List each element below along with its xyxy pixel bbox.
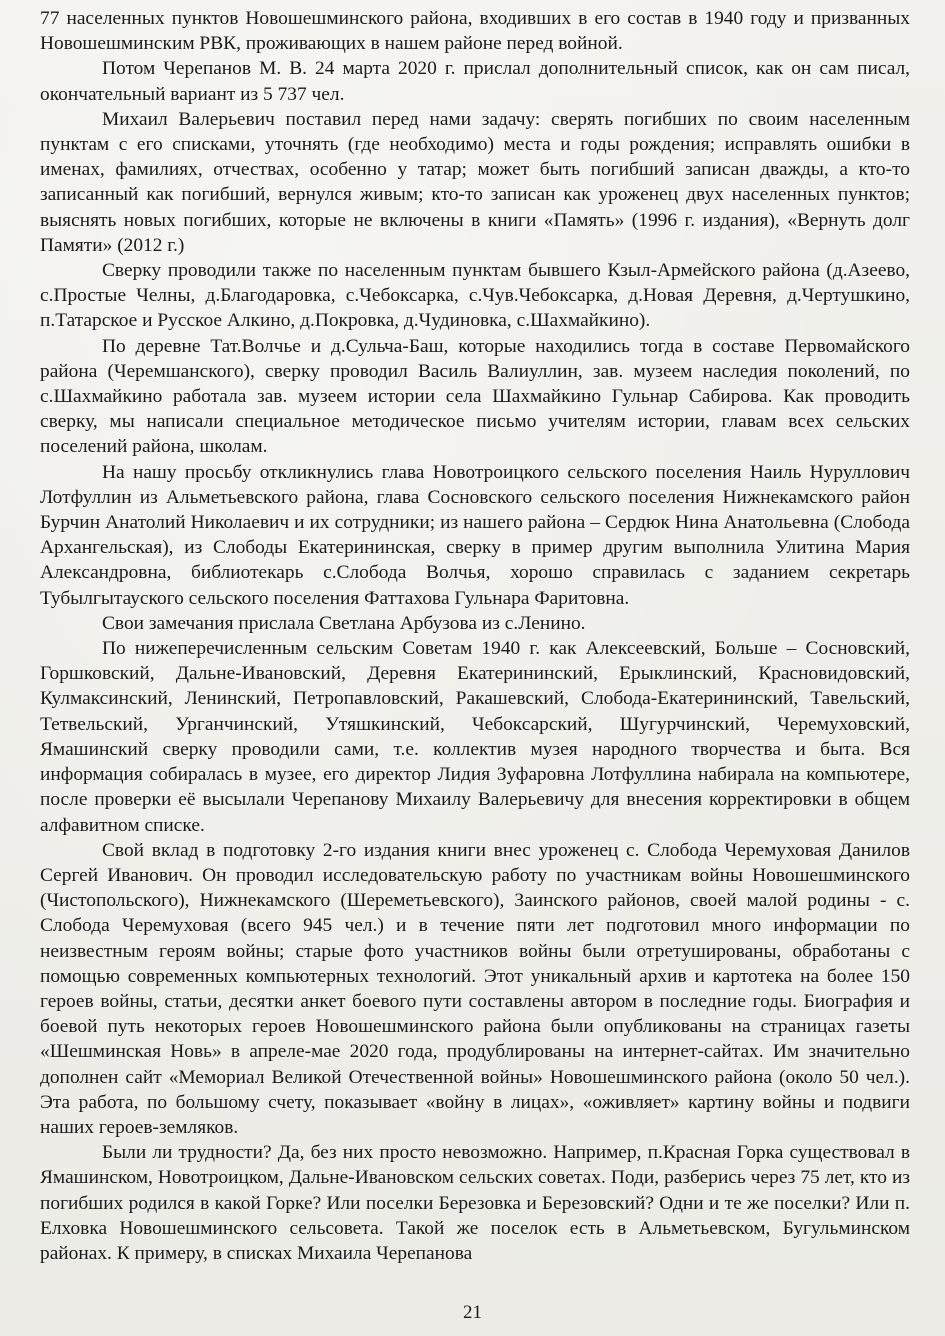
paragraph-10: Были ли трудности? Да, без них просто невозможно. Например, п.Красная Горка существовал в Ямашинском, Новотроицком, Дальне-Ивановском сельских советах. Поди, разберись через 75 лет, кто из погибших родился в какой Горке? Или поселки Березовка и Березовский? Одни и те же поселки? Или п. Елховка Новошешминского сельсовета. Такой же поселок есть в Альметьевском, Бугульминском районах. К примеру, в списках Михаила Черепанова (40, 1142, 910, 1264)
page-number: 21 (463, 1302, 482, 1323)
paragraph-6: На нашу просьбу откликнулись глава Новотроицкого сельского поселения Наиль Нуруллович Лотфуллин из Альметьевского района, глава Сосновского сельского поселения Нижнекамского район Бурчин Анатолий Николаевич и их сотрудники; из нашего района – Сердюк Нина Анатольевна (Слобода Архангельская), из Слободы Екатерининская, сверку в пример другим выполнила Улитина Мария Александровна, библиотекарь с.Слобода Волчья, хорошо справилась с заданием секретарь Тубылгытауского сельского поселения Фаттахова Гульнара Фаритовна. (40, 461, 910, 609)
paragraph-2: Потом Черепанов М. В. 24 марта 2020 г. прислал дополнительный список, как он сам писал, окончательный вариант из 5 737 чел. (40, 58, 910, 105)
paragraph-7: Свои замечания прислала Светлана Арбузова из с.Ленино. (102, 612, 586, 634)
paragraph-4: Сверку проводили также по населенным пунктам бывшего Кзыл-Армейского района (д.Азеево, с.Простые Челны, д.Благодаровка, с.Чебоксарка, с.Чув.Чебоксарка, д.Новая Деревня, д.Чертушкино, п.Татарское и Русское Алкино, д.Покровка, д.Чудиновка, с.Шахмайкино). (40, 260, 910, 332)
paragraph-1: 77 населенных пунктов Новошешминского района, входивших в его состав в 1940 году и призванных Новошешминским РВК, проживающих в нашем районе перед войной. (40, 8, 910, 55)
paragraph-9: Свой вклад в подготовку 2-го издания книги внес уроженец с. Слобода Черемуховая Данилов Сергей Иванович. Он проводил исследовательскую работу по участникам войны Новошешминского (Чистопольского), Нижнекамского (Шереметьевского), Заинского районов, своей малой родины - с. Слобода Черемуховая (всего 945 чел.) и в течение пяти лет подготовил много информации по неизвестным героям войны; старые фото участников войны были отретушированы, обработаны с помощью современных компьютерных технологий. Этот уникальный архив и картотека на более 150 героев войны, статьи, десятки анкет боевого пути составлены автором в последние годы. Биография и боевой путь некоторых героев Новошешминского района были опубликованы на страницах газеты «Шешминская Новь» в апреле-мае 2020 года, продублированы на интернет-сайтах. Им значительно дополнен сайт «Мемориал Великой Отечественной войны» Новошешминского района (около 50 чел.). Эта работа, по большому счету, показывает «войну в лицах», «оживляет» картину войны и подвиги наших героев-земляков. (40, 839, 910, 1138)
page-body-text (40, 6, 910, 1266)
paragraph-8: По нижеперечисленным сельским Советам 1940 г. как Алексеевский, Больше – Сосновский, Горшковский, Дальне-Ивановский, Деревня Екатерининский, Ерыклинский, Красновидовский, Кулмаксинский, Ленинский, Петропавловский, Ракашевский, Слобода-Екатерининский, Тавельский, Тетвельский, Урганчинский, Утяшкинский, Чебоксарский, Шугурчинский, Черемуховский, Ямашинский сверку проводили сами, т.е. коллектив музея народного творчества и быта. Вся информация собиралась в музее, его директор Лидия Зуфаровна Лотфуллина набирала на компьютере, после проверки её высылали Черепанову Михаилу Валерьевичу для внесения корректировки в общем алфавитном списке. (40, 638, 910, 836)
paragraph-3: Михаил Валерьевич поставил перед нами задачу: сверять погибших по своим населенным пунктам с его списками, уточнять (где необходимо) места и годы рождения; исправлять ошибки в именах, фамилиях, отчествах, особенно у татар; может быть погибший записан дважды, а кто-то записанный как погибший, вернулся живым; кто-то записан как уроженец двух населенных пунктов; выяснять новых погибших, которые не включены в книги «Память» (1996 г. издания), «Вернуть долг Памяти» (2012 г.) (40, 108, 910, 256)
paragraph-5: По деревне Тат.Волчье и д.Сульча-Баш, которые находились тогда в составе Первомайского района (Черемшанского), сверку проводил Василь Валиуллин, зав. музеем наследия поколений, по с.Шахмайкино работала зав. музеем истории села Шахмайкино Гульнар Сабирова. Как проводить сверку, мы написали специальное методическое письмо учителям истории, главам всех сельских поселений района, школам. (40, 335, 910, 458)
